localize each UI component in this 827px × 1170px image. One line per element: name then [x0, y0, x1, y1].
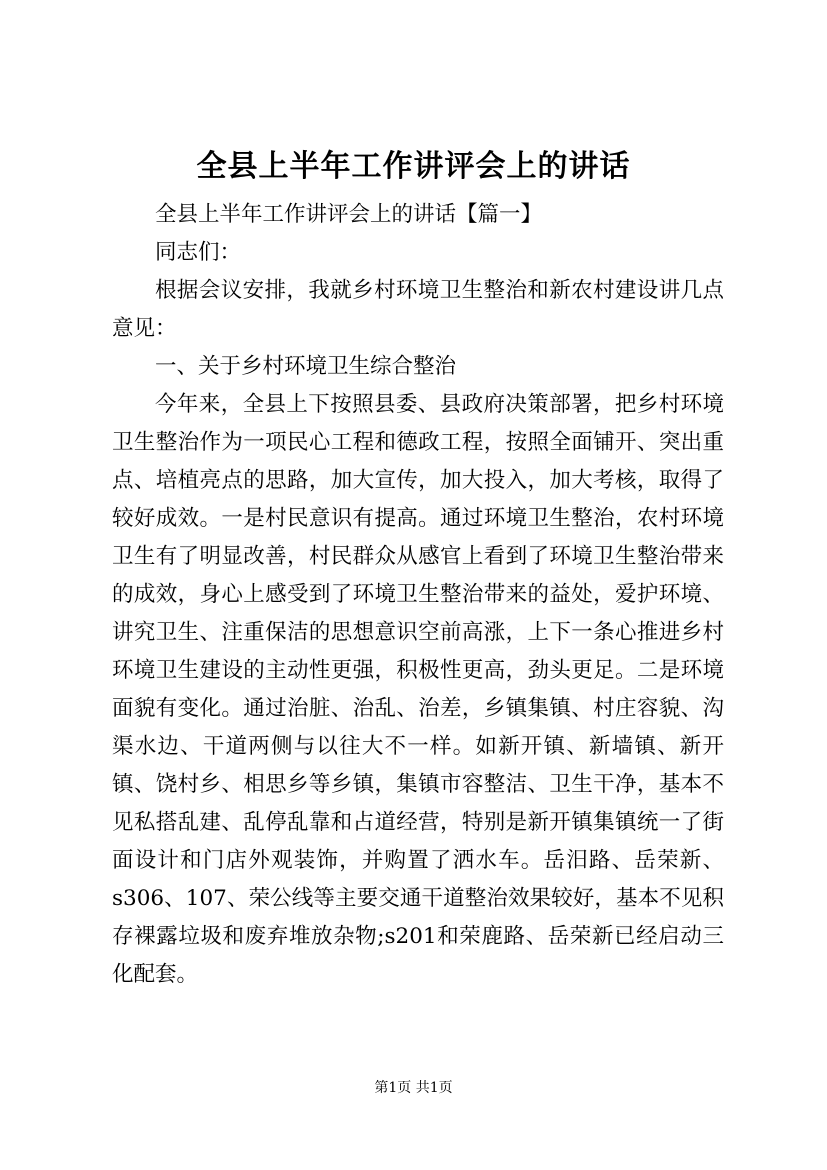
section-heading: 一、关于乡村环境卫生综合整治	[155, 354, 457, 379]
document-title: 全县上半年工作讲评会上的讲话	[196, 149, 631, 184]
body-paragraph: 今年来，全县上下按照县委、县政府决策部署，把乡村环境卫生整治作为一项民心工程和德政工程，按照全面铺开、突出重点、培植亮点的思路，加大宣传，加大投入，加大考核，取得了较好成效。一是村民意识有提高。通过环境卫生整治，农村环境卫生有了明显改善，村民群众从感官上看到了环境卫生整治带来的成效，身心上感受到了环境卫生整治带来的益处，爱护环境、讲究卫生、注重保洁的思想意识空前高涨，上下一条心推进乡村环境卫生建设的主动性更强，积极性更高，劲头更足。二是环境面貌有变化。通过治脏、治乱、治差，乡镇集镇、村庄容貌、沟渠水边、干道两侧与以往大不一样。如新开镇、新墙镇、新开镇、饶村乡、相思乡等乡镇，集镇市容整洁、卫生干净，基本不见私搭乱建、乱停乱靠和占道经营，特别是新开镇集镇统一了街面设计和门店外观装饰，并购置了洒水车。岳汨路、岳荣新、s306、107、荣公线等主要交通干道整治效果较好，基本不见积存裸露垃圾和废弃堆放杂物;s201和荣鹿路、岳荣新已经启动三化配套。	[112, 392, 724, 987]
subtitle-paragraph: 全县上半年工作讲评会上的讲话【篇一】	[155, 202, 543, 227]
intro-paragraph: 根据会议安排，我就乡村环境卫生整治和新农村建设讲几点意见：	[112, 278, 724, 341]
salutation-paragraph: 同志们：	[155, 240, 242, 265]
document-body	[112, 196, 724, 994]
page-footer: 第1页 共1页	[374, 1080, 453, 1096]
